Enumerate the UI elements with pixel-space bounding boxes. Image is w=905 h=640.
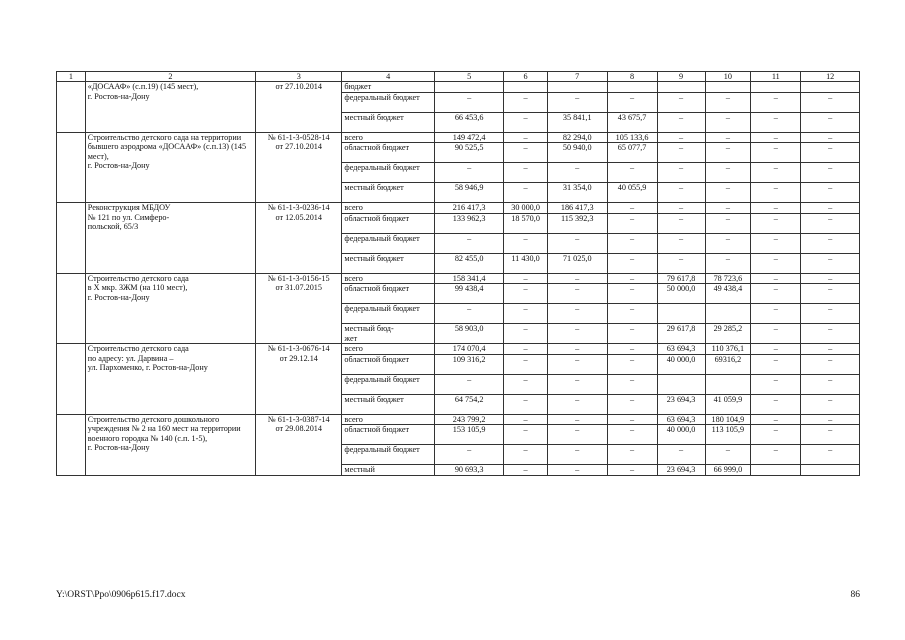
value-cell: –	[504, 92, 548, 112]
table-row	[57, 414, 860, 425]
value-cell: –	[705, 253, 751, 273]
value-cell: –	[435, 163, 504, 183]
col-header: 2	[85, 72, 255, 82]
funding-source-cell: федеральный бюджет	[342, 233, 435, 253]
object-name-cell: «ДОСААФ» (с.п.19) (145 мест), г. Ростов-на-Дону	[85, 82, 255, 133]
value-cell: –	[607, 213, 657, 233]
value-cell: 243 799,2	[435, 414, 504, 425]
value-cell: –	[657, 253, 705, 273]
value-cell: 110 376,1	[705, 344, 751, 355]
funding-source-cell: федеральный бюджет	[342, 445, 435, 465]
row-number-cell	[57, 414, 86, 475]
value-cell: 133 962,3	[435, 213, 504, 233]
value-cell: –	[705, 445, 751, 465]
value-cell: –	[801, 344, 860, 355]
funding-source-cell: федеральный бюджет	[342, 304, 435, 324]
value-cell: –	[801, 273, 860, 284]
value-cell: –	[801, 324, 860, 344]
funding-source-cell: федеральный бюджет	[342, 163, 435, 183]
funding-source-cell: всего	[342, 414, 435, 425]
value-cell: 99 438,4	[435, 284, 504, 304]
value-cell: 63 694,3	[657, 414, 705, 425]
footer-file-path: Y:\ORST\Ppo\0906p615.f17.docx	[56, 590, 186, 600]
value-cell: 29 285,2	[705, 324, 751, 344]
value-cell: –	[607, 354, 657, 374]
value-cell: 69316,2	[705, 354, 751, 374]
value-cell: –	[657, 163, 705, 183]
value-cell: –	[547, 304, 607, 324]
value-cell	[705, 374, 751, 394]
value-cell: –	[504, 344, 548, 355]
value-cell: –	[607, 92, 657, 112]
value-cell: –	[705, 213, 751, 233]
value-cell: –	[751, 374, 801, 394]
col-header: 8	[607, 72, 657, 82]
value-cell: –	[504, 233, 548, 253]
value-cell: –	[607, 284, 657, 304]
funding-source-cell: областной бюджет	[342, 354, 435, 374]
value-cell	[435, 82, 504, 93]
value-cell	[751, 465, 801, 476]
value-cell: –	[504, 354, 548, 374]
value-cell: –	[801, 414, 860, 425]
value-cell: –	[547, 344, 607, 355]
value-cell: –	[435, 374, 504, 394]
value-cell: 66 999,0	[705, 465, 751, 476]
value-cell: –	[751, 324, 801, 344]
value-cell: 43 675,7	[607, 112, 657, 132]
value-cell: –	[751, 344, 801, 355]
value-cell	[705, 82, 751, 93]
funding-source-cell: федеральный бюджет	[342, 92, 435, 112]
value-cell: –	[751, 414, 801, 425]
value-cell: 58 946,9	[435, 183, 504, 203]
value-cell: 113 105,9	[705, 425, 751, 445]
value-cell: –	[504, 304, 548, 324]
value-cell: –	[705, 132, 751, 143]
value-cell: –	[504, 324, 548, 344]
col-header: 7	[547, 72, 607, 82]
object-name-cell: Строительство детского сада на территории бывшего аэродрома «ДОСААФ» (с.п.13) (145 мест), г. Ростов-на-Дону	[85, 132, 255, 203]
value-cell: –	[657, 143, 705, 163]
value-cell: –	[504, 112, 548, 132]
value-cell: –	[607, 324, 657, 344]
value-cell: –	[751, 183, 801, 203]
value-cell	[547, 82, 607, 93]
document-ref-cell: № 61-1-3-0387-14 от 29.08.2014	[256, 414, 342, 475]
table-row	[57, 82, 860, 93]
value-cell: –	[547, 273, 607, 284]
value-cell: –	[504, 465, 548, 476]
value-cell: 71 025,0	[547, 253, 607, 273]
value-cell: –	[504, 273, 548, 284]
value-cell: –	[547, 354, 607, 374]
value-cell: 40 055,9	[607, 183, 657, 203]
value-cell: –	[504, 284, 548, 304]
value-cell: –	[435, 92, 504, 112]
value-cell: 18 570,0	[504, 213, 548, 233]
value-cell: –	[751, 354, 801, 374]
value-cell: 64 754,2	[435, 394, 504, 414]
col-header: 12	[801, 72, 860, 82]
value-cell: 40 000,0	[657, 354, 705, 374]
value-cell: –	[504, 143, 548, 163]
value-cell: –	[801, 213, 860, 233]
value-cell: –	[435, 445, 504, 465]
value-cell: –	[751, 213, 801, 233]
value-cell: –	[607, 253, 657, 273]
funding-source-cell: всего	[342, 344, 435, 355]
value-cell	[504, 82, 548, 93]
funding-source-cell: областной бюджет	[342, 425, 435, 445]
funding-source-cell: областной бюджет	[342, 284, 435, 304]
value-cell: –	[504, 394, 548, 414]
value-cell: –	[547, 284, 607, 304]
value-cell: 90 693,3	[435, 465, 504, 476]
value-cell	[657, 374, 705, 394]
value-cell: –	[607, 465, 657, 476]
value-cell: –	[547, 233, 607, 253]
value-cell	[801, 82, 860, 93]
value-cell: –	[504, 163, 548, 183]
value-cell	[705, 304, 751, 324]
row-number-cell	[57, 273, 86, 344]
value-cell: 23 694,3	[657, 465, 705, 476]
value-cell: 115 392,3	[547, 213, 607, 233]
value-cell: –	[751, 284, 801, 304]
value-cell: –	[751, 132, 801, 143]
value-cell	[801, 465, 860, 476]
value-cell: –	[801, 425, 860, 445]
value-cell: 149 472,4	[435, 132, 504, 143]
value-cell: –	[801, 163, 860, 183]
value-cell: –	[657, 213, 705, 233]
value-cell: –	[801, 284, 860, 304]
value-cell: 82 455,0	[435, 253, 504, 273]
col-header: 3	[256, 72, 342, 82]
value-cell: –	[801, 132, 860, 143]
value-cell: 180 104,9	[705, 414, 751, 425]
value-cell: 58 903,0	[435, 324, 504, 344]
funding-source-cell: всего	[342, 132, 435, 143]
value-cell: –	[705, 112, 751, 132]
value-cell: 50 940,0	[547, 143, 607, 163]
value-cell: –	[504, 445, 548, 465]
table-row	[57, 273, 860, 284]
value-cell: –	[801, 445, 860, 465]
value-cell: 186 417,3	[547, 203, 607, 214]
value-cell: –	[547, 414, 607, 425]
value-cell	[657, 82, 705, 93]
value-cell: 82 294,0	[547, 132, 607, 143]
value-cell: 49 438,4	[705, 284, 751, 304]
value-cell: –	[751, 163, 801, 183]
document-ref-cell: от 27.10.2014	[256, 82, 342, 133]
value-cell: –	[751, 273, 801, 284]
value-cell: –	[547, 92, 607, 112]
value-cell: –	[705, 143, 751, 163]
row-number-cell	[57, 344, 86, 415]
value-cell: –	[504, 425, 548, 445]
value-cell: –	[547, 374, 607, 394]
value-cell: –	[801, 143, 860, 163]
value-cell: –	[801, 304, 860, 324]
value-cell: 35 841,1	[547, 112, 607, 132]
value-cell: 66 453,6	[435, 112, 504, 132]
value-cell: –	[801, 203, 860, 214]
value-cell: 11 430,0	[504, 253, 548, 273]
value-cell: 109 316,2	[435, 354, 504, 374]
value-cell: –	[801, 92, 860, 112]
table-row	[57, 203, 860, 214]
col-header: 4	[342, 72, 435, 82]
table-body	[57, 82, 860, 476]
document-ref-cell: № 61-1-3-0676-14 от 29.12.14	[256, 344, 342, 415]
value-cell: 63 694,3	[657, 344, 705, 355]
value-cell: –	[751, 304, 801, 324]
value-cell: –	[751, 253, 801, 273]
funding-source-cell: областной бюджет	[342, 143, 435, 163]
col-header: 10	[705, 72, 751, 82]
value-cell: –	[435, 304, 504, 324]
col-header: 11	[751, 72, 801, 82]
value-cell: –	[607, 414, 657, 425]
value-cell: –	[547, 394, 607, 414]
value-cell: –	[607, 344, 657, 355]
col-header: 9	[657, 72, 705, 82]
value-cell: –	[751, 394, 801, 414]
value-cell: –	[607, 394, 657, 414]
value-cell: 40 000,0	[657, 425, 705, 445]
value-cell: –	[801, 354, 860, 374]
value-cell: 78 723,6	[705, 273, 751, 284]
value-cell: –	[504, 374, 548, 394]
col-header: 6	[504, 72, 548, 82]
value-cell: –	[657, 92, 705, 112]
col-header: 5	[435, 72, 504, 82]
value-cell: 50 000,0	[657, 284, 705, 304]
value-cell: –	[547, 445, 607, 465]
value-cell: –	[657, 233, 705, 253]
value-cell	[607, 82, 657, 93]
row-number-cell	[57, 132, 86, 203]
funding-source-cell: местный бюд- жет	[342, 324, 435, 344]
funding-source-cell: местный бюджет	[342, 112, 435, 132]
object-name-cell: Реконструкция МБДОУ № 121 по ул. Симферо- польской, 65/3	[85, 203, 255, 274]
value-cell: –	[547, 425, 607, 445]
value-cell: –	[751, 203, 801, 214]
value-cell: –	[751, 445, 801, 465]
value-cell: –	[751, 112, 801, 132]
value-cell: –	[504, 414, 548, 425]
value-cell: 41 059,9	[705, 394, 751, 414]
value-cell: –	[801, 233, 860, 253]
value-cell: –	[657, 203, 705, 214]
document-ref-cell: № 61-1-3-0528-14 от 27.10.2014	[256, 132, 342, 203]
value-cell: –	[607, 163, 657, 183]
value-cell: –	[801, 374, 860, 394]
value-cell: 105 133,6	[607, 132, 657, 143]
value-cell: –	[607, 233, 657, 253]
value-cell: –	[607, 374, 657, 394]
value-cell: –	[705, 92, 751, 112]
funding-source-cell: федеральный бюджет	[342, 374, 435, 394]
table-row	[57, 132, 860, 143]
value-cell: 79 617,8	[657, 273, 705, 284]
funding-source-cell: всего	[342, 273, 435, 284]
value-cell: 31 354,0	[547, 183, 607, 203]
value-cell: –	[705, 163, 751, 183]
value-cell: –	[705, 183, 751, 203]
funding-source-cell: всего	[342, 203, 435, 214]
row-number-cell	[57, 203, 86, 274]
value-cell: –	[547, 465, 607, 476]
value-cell: –	[657, 112, 705, 132]
value-cell: –	[801, 253, 860, 273]
value-cell: 90 525,5	[435, 143, 504, 163]
row-number-cell	[57, 82, 86, 133]
funding-source-cell: местный	[342, 465, 435, 476]
value-cell: 158 341,4	[435, 273, 504, 284]
table-row	[57, 344, 860, 355]
value-cell: 216 417,3	[435, 203, 504, 214]
value-cell: –	[607, 203, 657, 214]
document-ref-cell: № 61-1-3-0156-15 от 31.07.2015	[256, 273, 342, 344]
value-cell: –	[607, 425, 657, 445]
value-cell: –	[607, 304, 657, 324]
value-cell: –	[435, 233, 504, 253]
value-cell: 29 617,8	[657, 324, 705, 344]
funding-source-cell: бюджет	[342, 82, 435, 93]
value-cell: 174 070,4	[435, 344, 504, 355]
funding-source-cell: местный бюджет	[342, 253, 435, 273]
value-cell	[657, 304, 705, 324]
value-cell: –	[657, 132, 705, 143]
value-cell: –	[801, 112, 860, 132]
funding-source-cell: местный бюджет	[342, 183, 435, 203]
value-cell: 153 105,9	[435, 425, 504, 445]
budget-table	[56, 71, 860, 476]
object-name-cell: Строительство детского дошкольного учреждения № 2 на 160 мест на территории военного городка № 140 (с.п. 1-5), г. Ростов-на-Дону	[85, 414, 255, 475]
value-cell: –	[547, 324, 607, 344]
value-cell: –	[751, 92, 801, 112]
value-cell: –	[504, 132, 548, 143]
value-cell: –	[801, 183, 860, 203]
value-cell: –	[705, 233, 751, 253]
column-number-row	[57, 72, 860, 82]
value-cell: –	[607, 273, 657, 284]
value-cell: –	[657, 183, 705, 203]
value-cell: –	[751, 425, 801, 445]
object-name-cell: Строительство детского сада по адресу: ул. Дарвина – ул. Пархоменко, г. Ростов-на-Дону	[85, 344, 255, 415]
value-cell: –	[801, 394, 860, 414]
funding-source-cell: областной бюджет	[342, 213, 435, 233]
value-cell: 23 694,3	[657, 394, 705, 414]
col-header: 1	[57, 72, 86, 82]
value-cell: –	[547, 163, 607, 183]
page-number: 86	[850, 590, 860, 600]
funding-source-cell: местный бюджет	[342, 394, 435, 414]
value-cell: 30 000,0	[504, 203, 548, 214]
object-name-cell: Строительство детского сада в X мкр. ЗЖМ (на 110 мест), г. Ростов-на-Дону	[85, 273, 255, 344]
value-cell: –	[751, 233, 801, 253]
value-cell: –	[504, 183, 548, 203]
value-cell: 65 077,7	[607, 143, 657, 163]
value-cell	[751, 82, 801, 93]
value-cell: –	[751, 143, 801, 163]
value-cell: –	[607, 445, 657, 465]
value-cell: –	[705, 203, 751, 214]
document-ref-cell: № 61-1-3-0236-14 от 12.05.2014	[256, 203, 342, 274]
value-cell: –	[657, 445, 705, 465]
